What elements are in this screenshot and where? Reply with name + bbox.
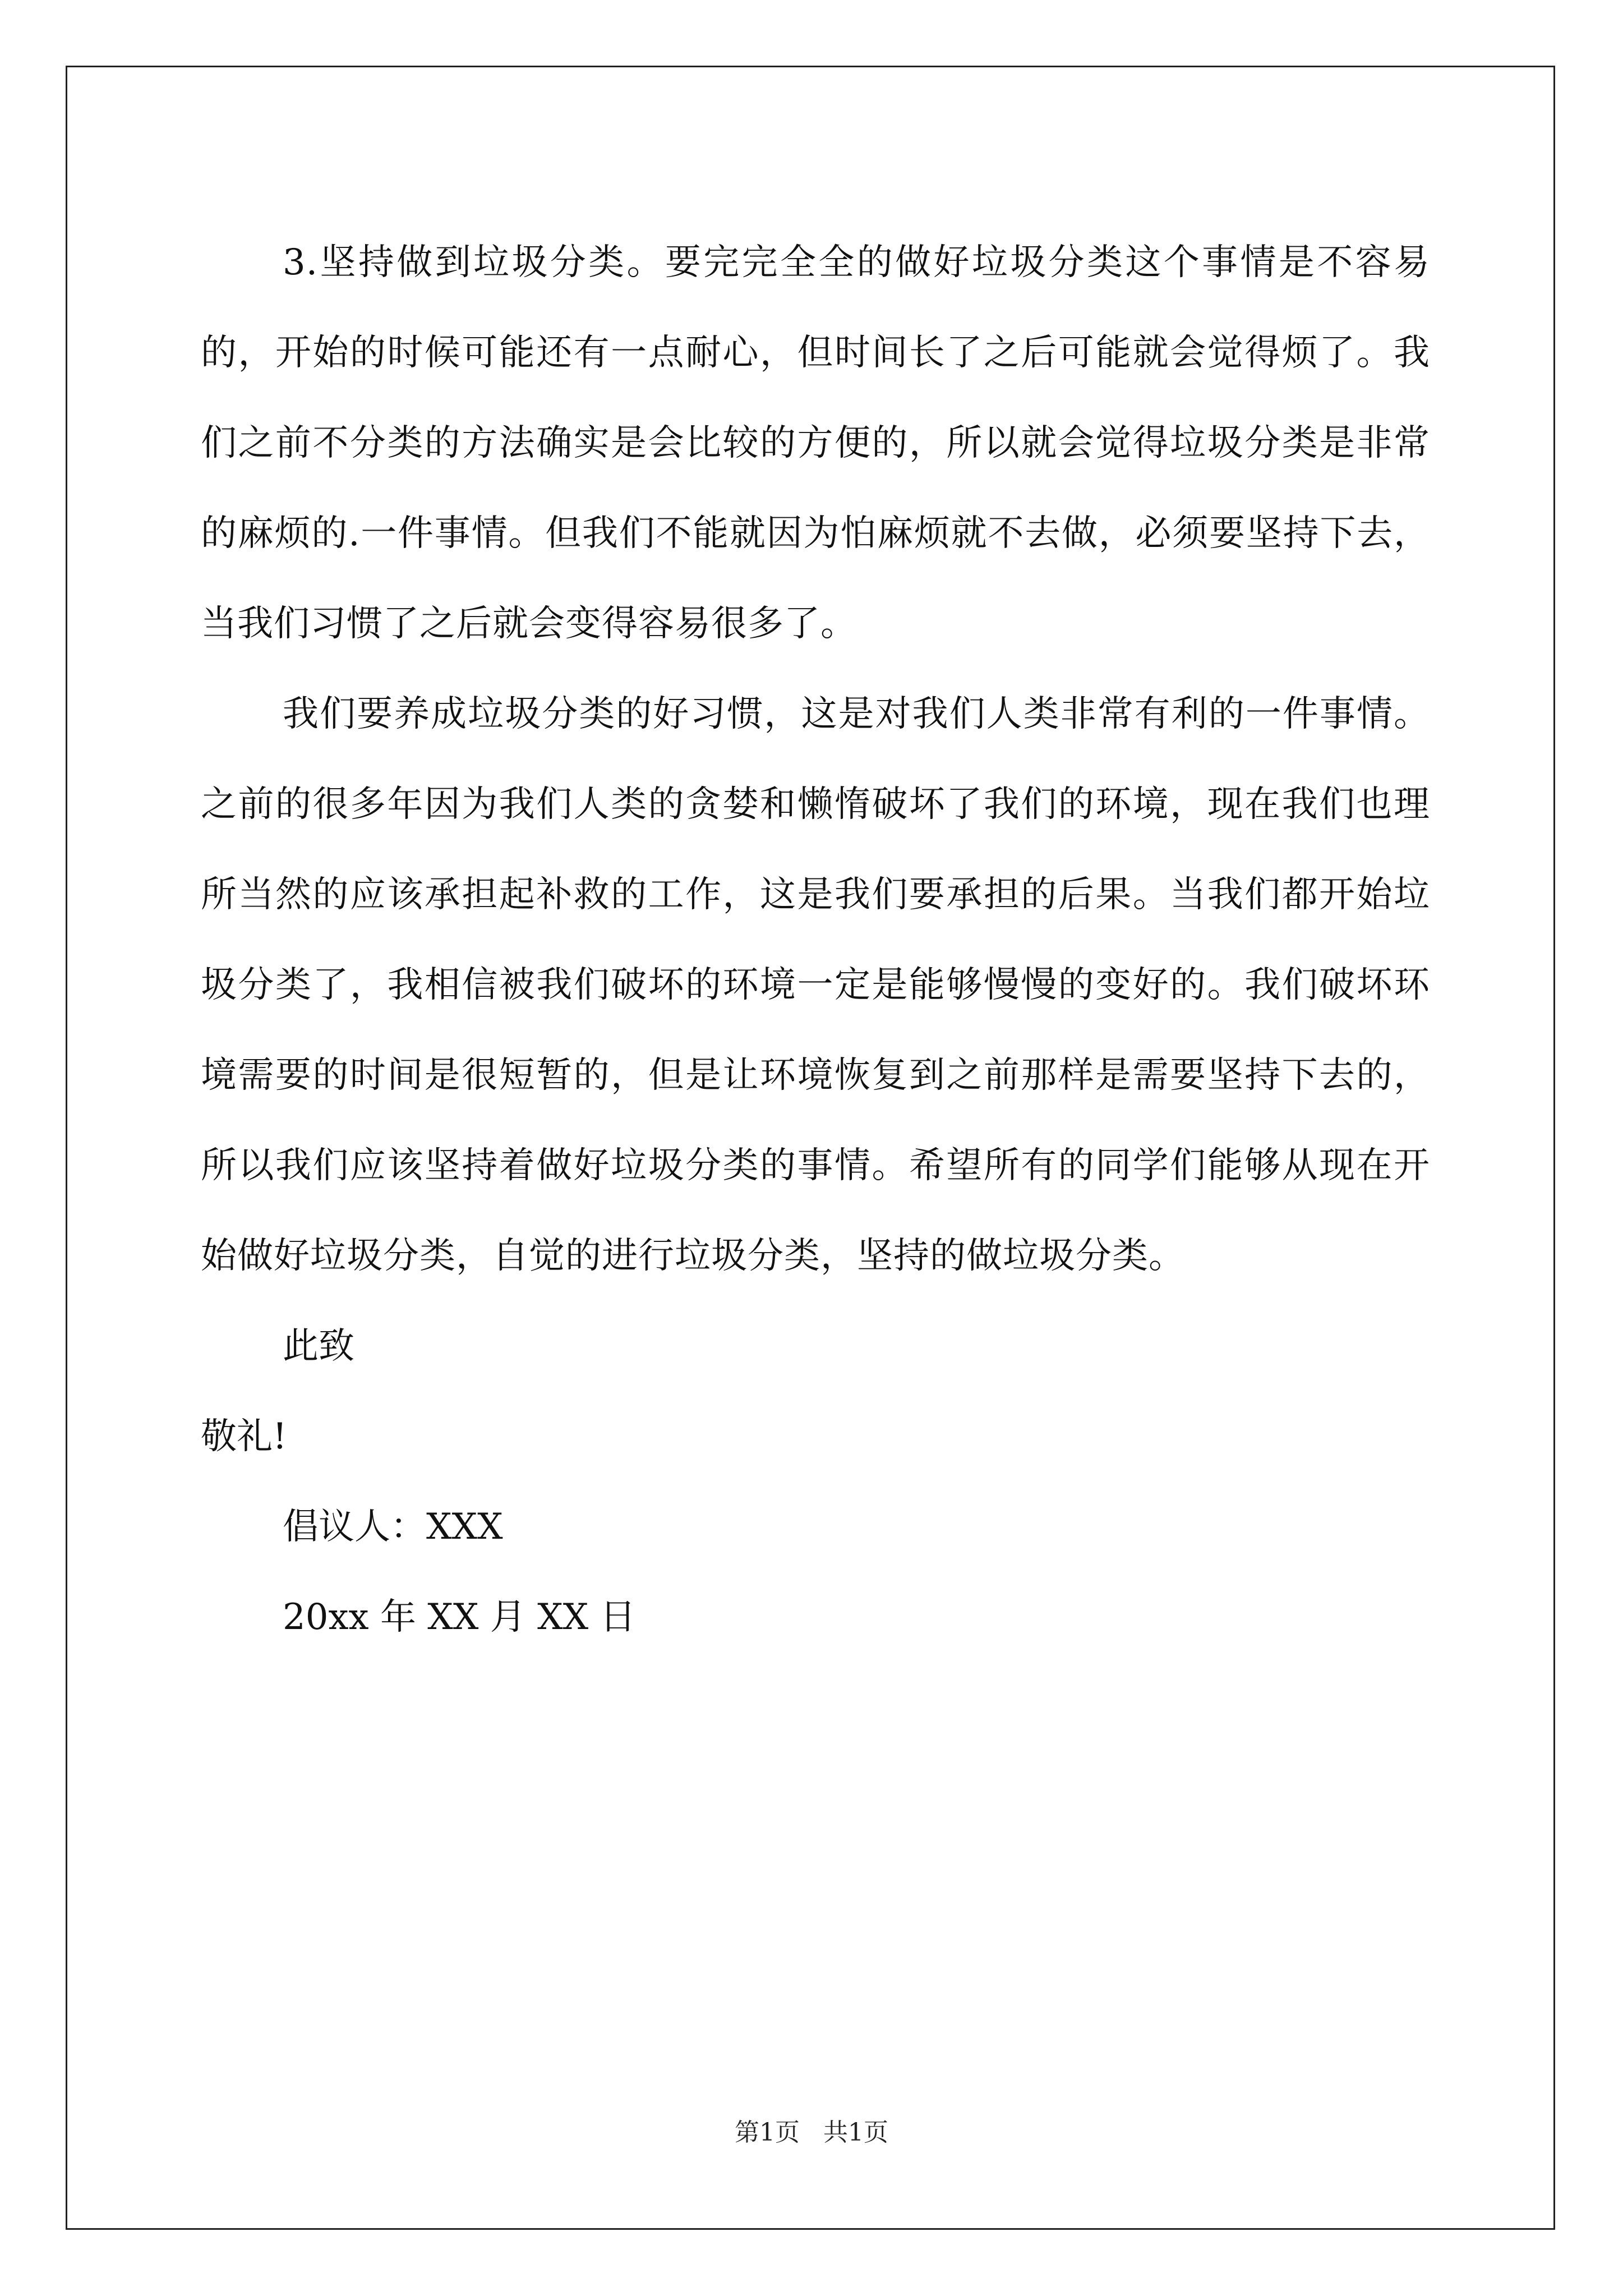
paragraph-2: 我们要养成垃圾分类的好习惯，这是对我们人类非常有利的一件事情。之前的很多年因为我们人类的贪婪和懒惰破坏了我们的环境，现在我们也理所当然的应该承担起补救的工作，这是我们要承担的后果。当我们都开始垃圾分类了，我相信被我们破坏的环境一定是能够慢慢的变好的。我们破坏环境需要的时间是很短暂的，但是让环境恢复到之前那样是需要坚持下去的，所以我们应该坚持着做好垃圾分类的事情。希望所有的同学们能够从现在开始做好垃圾分类，自觉的进行垃圾分类，坚持的做垃圾分类。 bbox=[201, 693, 1430, 1277]
regards: 敬礼! bbox=[201, 1416, 287, 1457]
document-body bbox=[201, 218, 1430, 1663]
salutation: 此致 bbox=[283, 1326, 354, 1367]
paragraph-1: 3.坚持做到垃圾分类。要完完全全的做好垃圾分类这个事情是不容易的，开始的时候可能还有一点耐心，但时间长了之后可能就会觉得烦了。我们之前不分类的方法确实是会比较的方便的，所以就会觉得垃圾分类是非常的麻烦的.一件事情。但我们不能就因为怕麻烦就不去做，必须要坚持下去，当我们习惯了之后就会变得容易很多了。 bbox=[201, 242, 1430, 645]
date-line: 20xx 年 XX 月 XX 日 bbox=[283, 1596, 636, 1638]
page-footer: 第1页 共1页 bbox=[735, 2118, 888, 2147]
proposer-line: 倡议人：XXX bbox=[283, 1506, 503, 1548]
